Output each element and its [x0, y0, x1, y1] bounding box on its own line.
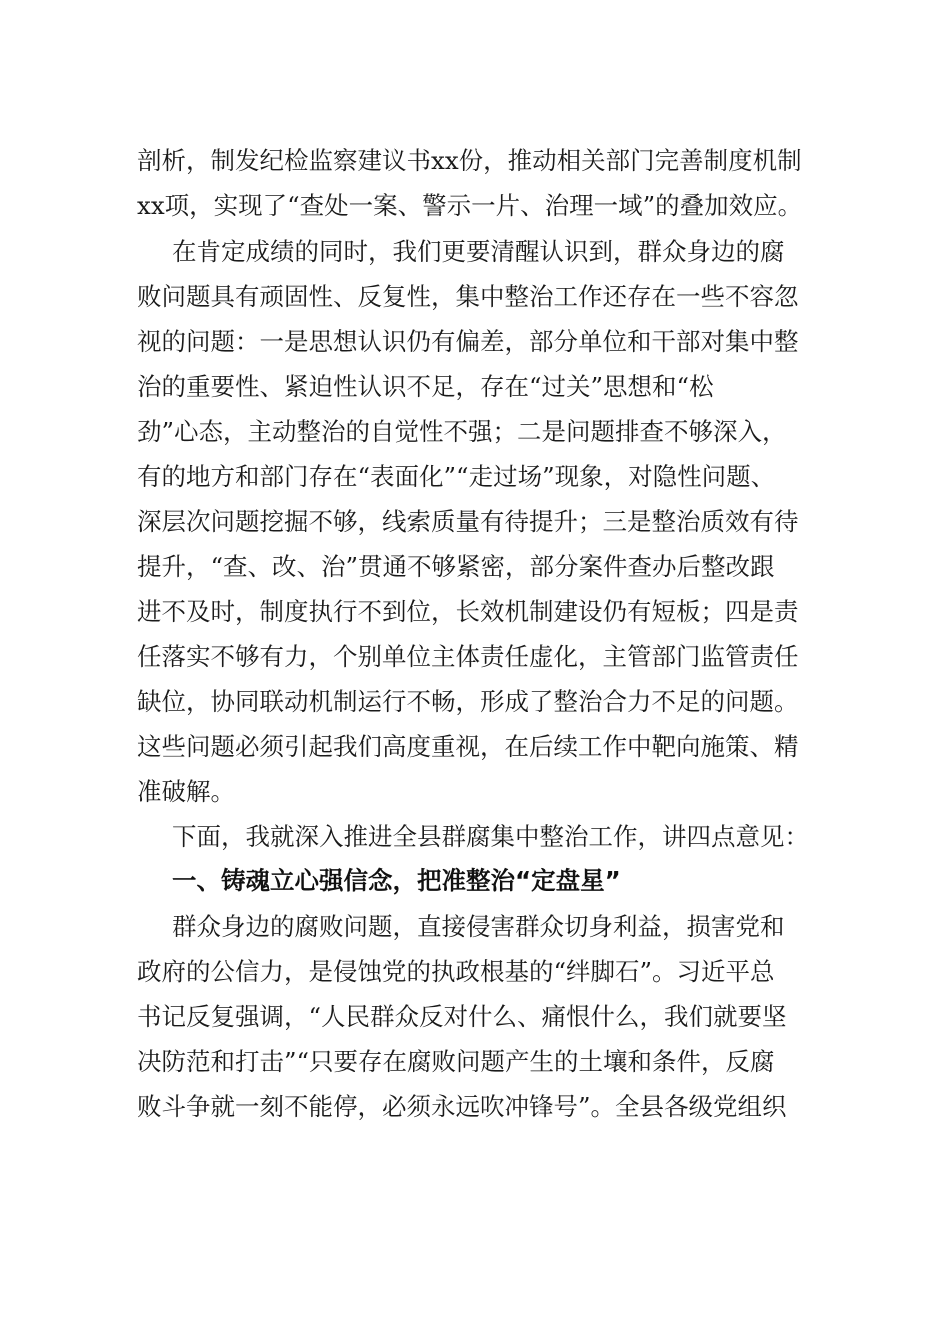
- text-line: [0, 184, 950, 228]
- line-text: 群众身边的腐败问题，直接侵害群众切身利益，损害党和: [172, 912, 785, 941]
- text-line: [0, 320, 950, 364]
- text-line: [0, 815, 950, 859]
- line-text: 这些问题必须引起我们高度重视，在后续工作中靶向施策、精: [137, 732, 799, 761]
- text-line: [0, 139, 950, 183]
- line-text: 任落实不够有力，个别单位主体责任虚化，主管部门监管责任: [137, 642, 799, 671]
- line-text: 败斗争就一刻不能停，必须永远吹冲锋号”。全县各级党组织: [137, 1092, 787, 1121]
- heading-text: 一、铸魂立心强信念，把准整治“定盘星”: [172, 866, 621, 895]
- line-text: 缺位，协同联动机制运行不畅，形成了整治合力不足的问题。: [137, 687, 799, 716]
- text-line: [0, 455, 950, 499]
- text-line: [0, 680, 950, 724]
- section-heading: [0, 859, 950, 903]
- line-text: 书记反复强调，“人民群众反对什么、痛恨什么，我们就要坚: [137, 1002, 787, 1031]
- line-text: 深层次问题挖掘不够，线索质量有待提升；三是整治质效有待: [137, 507, 799, 536]
- text-line: [0, 410, 950, 454]
- line-text: 在肯定成绩的同时，我们更要清醒认识到，群众身边的腐: [172, 237, 785, 266]
- text-line: [0, 635, 950, 679]
- text-line: [0, 365, 950, 409]
- text-line: [0, 905, 950, 949]
- line-text: 准破解。: [137, 777, 235, 806]
- text-line: [0, 1085, 950, 1129]
- line-text: 治的重要性、紧迫性认识不足，存在“过关”思想和“松: [137, 372, 714, 401]
- line-text: 提升，“查、改、治”贯通不够紧密，部分案件查办后整改跟: [137, 552, 775, 581]
- text-line: [0, 950, 950, 994]
- line-text: 有的地方和部门存在“表面化”“走过场”现象，对隐性问题、: [137, 462, 776, 491]
- text-line: [0, 500, 950, 544]
- text-line: [0, 590, 950, 634]
- line-text: xx项，实现了“查处一案、警示一片、治理一域”的叠加效应。: [137, 191, 803, 220]
- text-line: [0, 230, 950, 274]
- line-text: 视的问题：一是思想认识仍有偏差，部分单位和干部对集中整: [137, 327, 799, 356]
- line-text: 剖析，制发纪检监察建议书xx份，推动相关部门完善制度机制: [137, 146, 802, 175]
- text-line: [0, 545, 950, 589]
- text-line: [0, 770, 950, 814]
- line-text: 决防范和打击”“只要存在腐败问题产生的土壤和条件，反腐: [137, 1047, 775, 1076]
- line-text: 下面，我就深入推进全县群腐集中整治工作，讲四点意见：: [172, 822, 809, 851]
- line-text: 进不及时，制度执行不到位，长效机制建设仍有短板；四是责: [137, 597, 799, 626]
- text-line: [0, 725, 950, 769]
- line-text: 政府的公信力，是侵蚀党的执政根基的“绊脚石”。习近平总: [137, 957, 775, 986]
- line-text: 劲”心态，主动整治的自觉性不强；二是问题排查不够深入，: [137, 417, 787, 446]
- text-line: [0, 995, 950, 1039]
- text-line: [0, 1040, 950, 1084]
- text-line: [0, 275, 950, 319]
- line-text: 败问题具有顽固性、反复性，集中整治工作还存在一些不容忽: [137, 282, 799, 311]
